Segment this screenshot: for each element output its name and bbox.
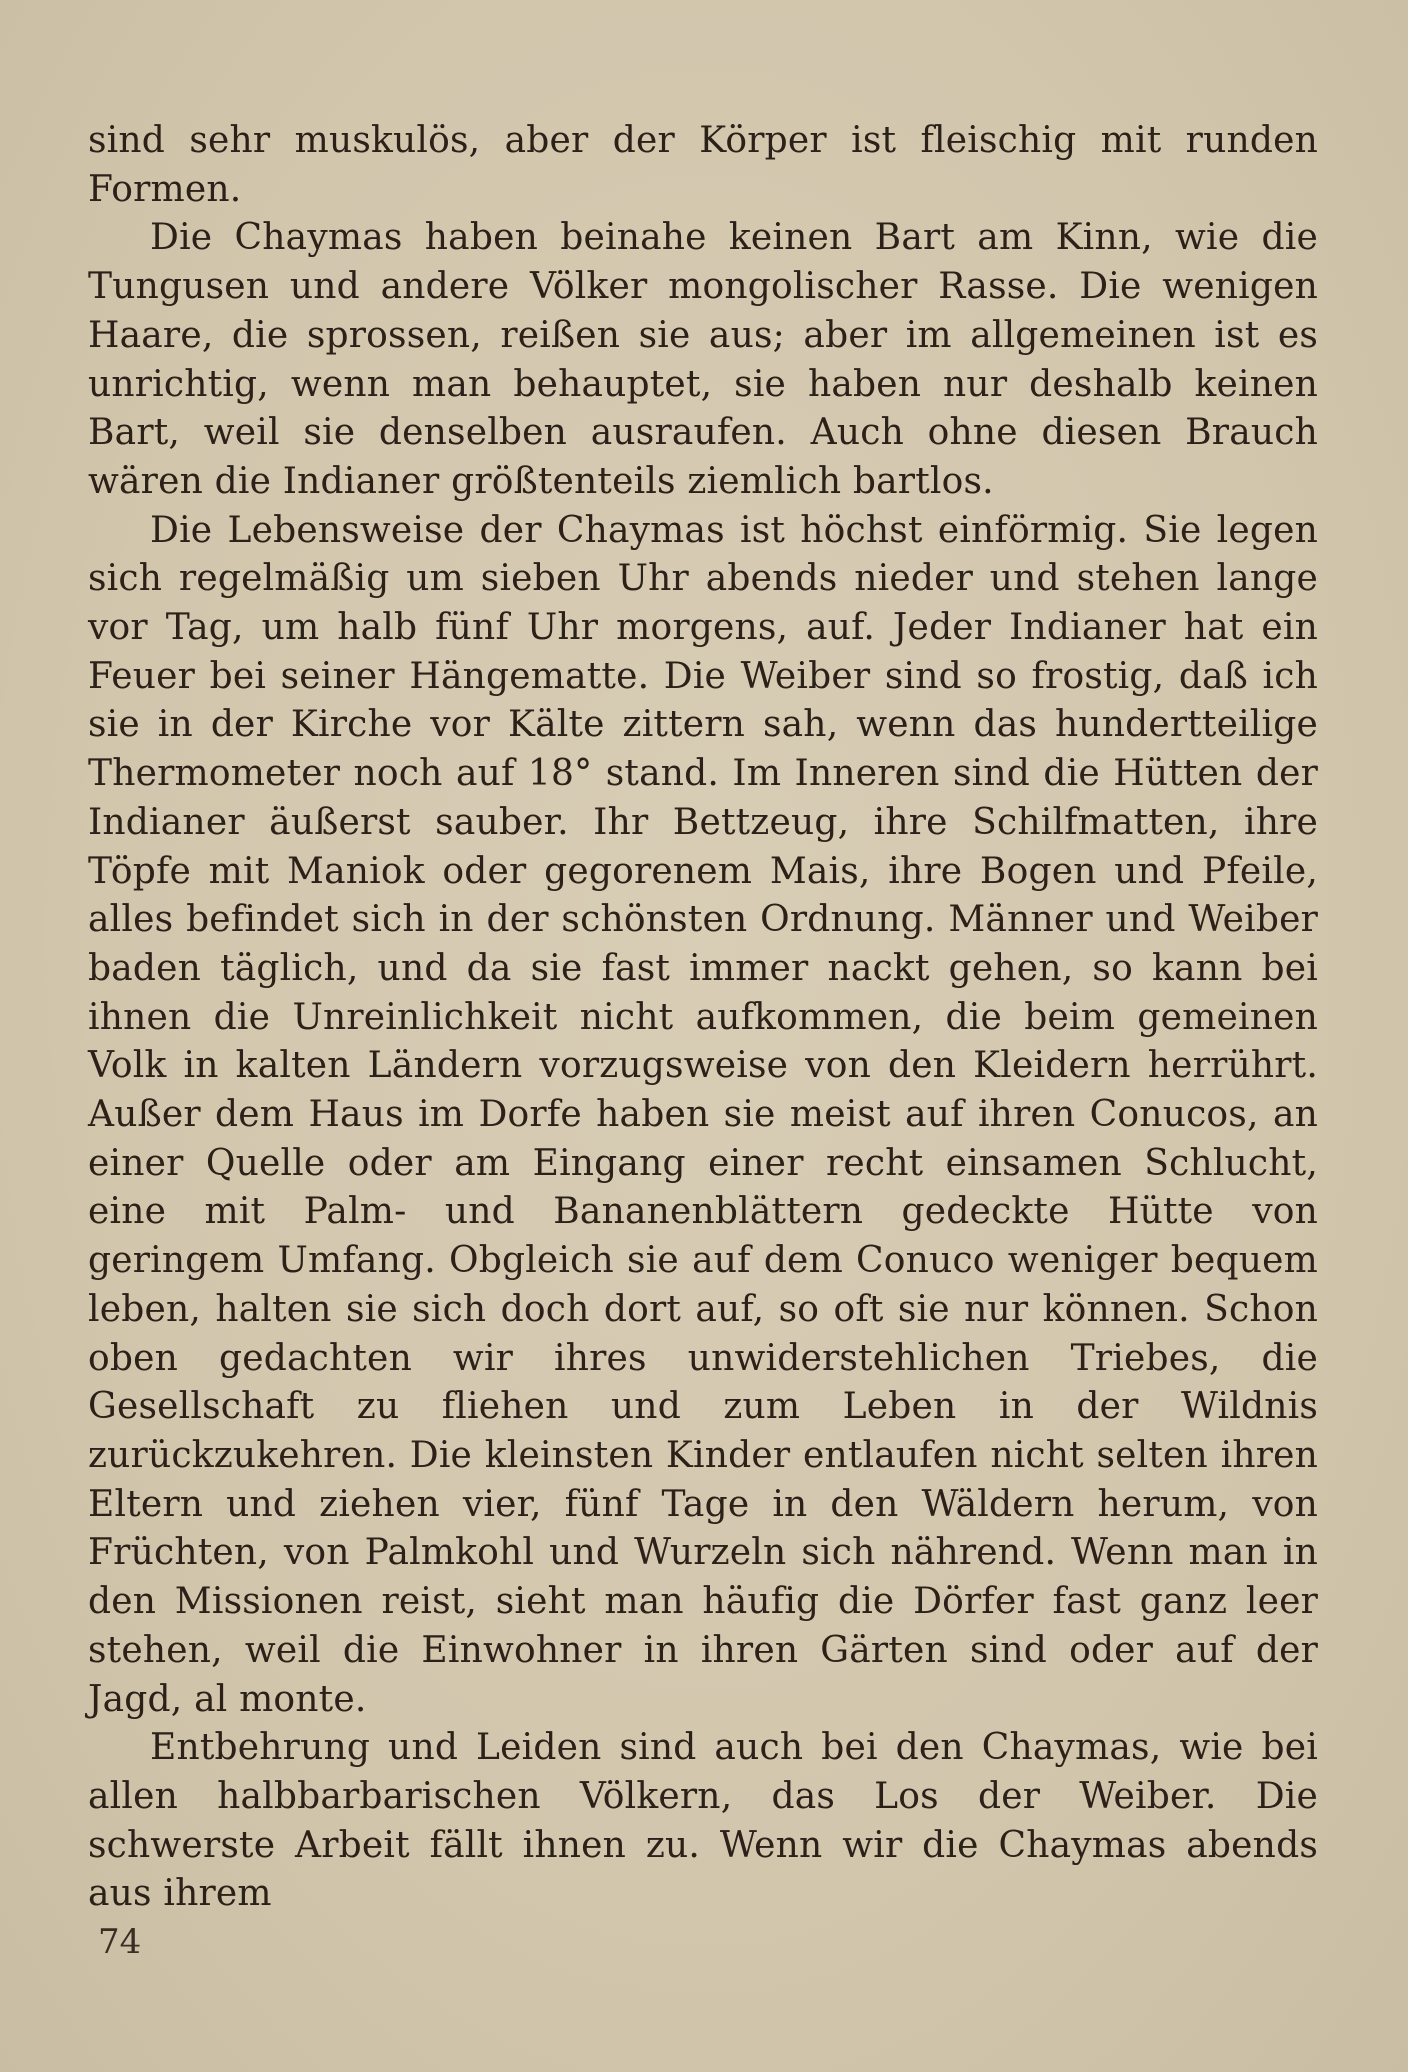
paragraph-lifestyle: Die Lebensweise der Chaymas ist höchst einförmig. Sie legen sich regelmäßig um sieben Uhr abends nieder und stehen lange vor Tag, um halb fünf Uhr morgens, auf. Jeder Indianer hat ein Feuer bei seiner Hängematte. Die Weiber sind so frostig, daß ich sie in der Kirche vor Kälte zittern sah, wenn das hundertteilige Thermometer noch auf 18° stand. Im Inneren sind die Hütten der Indianer äußerst sauber. Ihr Bettzeug, ihre Schilfmatten, ihre Töpfe mit Maniok oder gegorenem Mais, ihre Bogen und Pfeile, alles befindet sich in der schönsten Ordnung. Männer und Weiber baden täglich, und da sie fast immer nackt gehen, so kann bei ihnen die Unreinlichkeit nicht aufkommen, die beim gemeinen Volk in kalten Ländern vorzugsweise von den Kleidern herrührt. Außer dem Haus im Dorfe haben sie meist auf ihren Conucos, an einer Quelle oder am Eingang einer recht einsamen Schlucht, eine mit Palm- und Bananenblättern gedeckte Hütte von geringem Umfang. Obgleich sie auf dem Conuco weniger bequem leben, halten sie sich doch dort auf, so oft sie nur können. Schon oben gedachten wir ihres unwiderstehlichen Triebes, die Gesellschaft zu fliehen und zum Leben in der Wildnis zurückzukehren. Die kleinsten Kinder entlaufen nicht selten ihren Eltern und ziehen vier, fünf Tage in den Wäldern herum, von Früchten, von Palmkohl und Wurzeln sich nährend. Wenn man in den Missionen reist, sieht man häufig die Dörfer fast ganz leer stehen, weil die Einwohner in ihren Gärten sind oder auf der Jagd, al monte. [88, 509, 1318, 1720]
page-number: 74 [98, 1922, 142, 1962]
paragraph-women: Entbehrung und Leiden sind auch bei den Chaymas, wie bei allen halbbarbarischen Völkern, das Los der Weiber. Die schwerste Arbeit fällt ihnen zu. Wenn wir die Chaymas abends aus ihrem [88, 1727, 1318, 1915]
paragraph-continuation: sind sehr muskulös, aber der Körper ist fleischig mit runden Formen. [88, 120, 1318, 210]
body-text [88, 117, 1318, 1919]
paragraph-beard: Die Chaymas haben beinahe keinen Bart am Kinn, wie die Tungusen und andere Völker mongolischer Rasse. Die wenigen Haare, die sprossen, reißen sie aus; aber im allgemeinen ist es unrichtig, wenn man behauptet, sie haben nur deshalb keinen Bart, weil sie denselben ausraufen. Auch ohne diesen Brauch wären die Indianer größtenteils ziemlich bartlos. [88, 217, 1318, 502]
